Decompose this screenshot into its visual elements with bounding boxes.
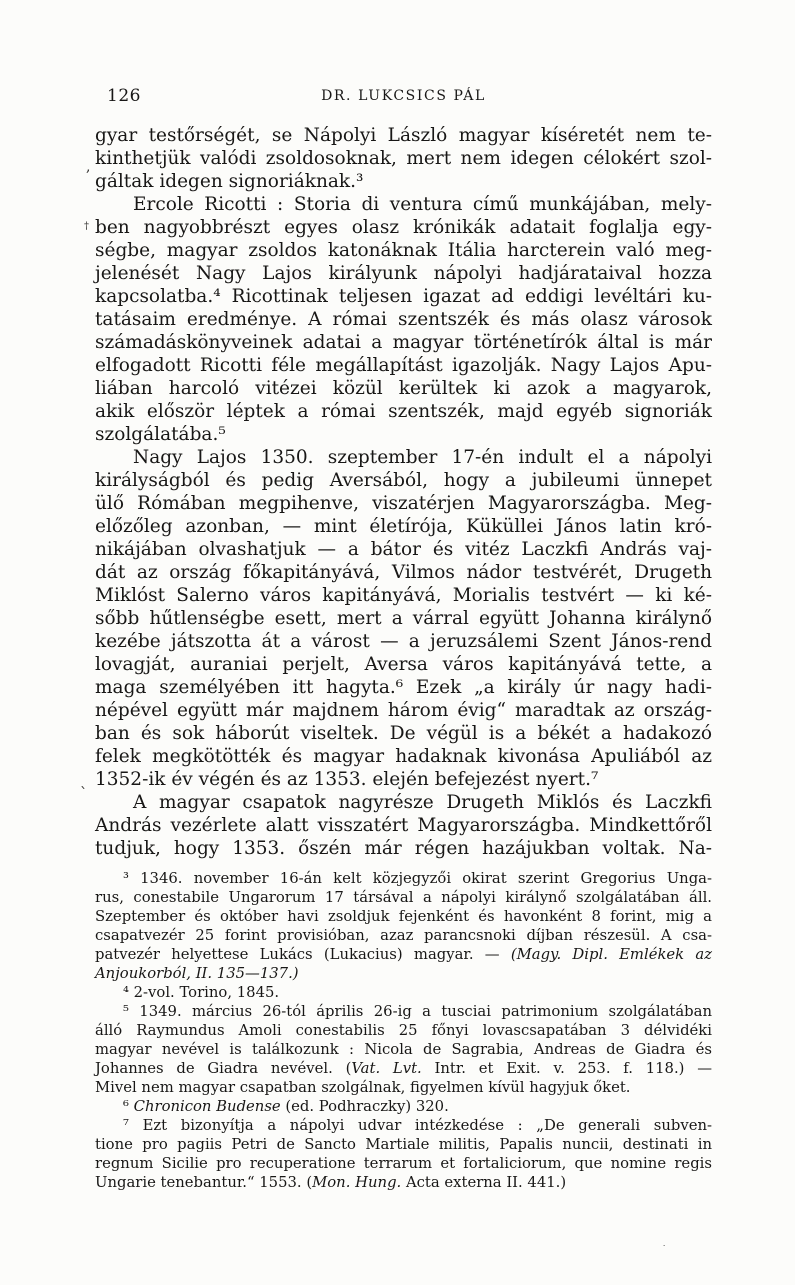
text-line: Anjoukorból, II. 135—137.) bbox=[95, 965, 299, 982]
text-line: lovagját, auraniai perjelt, Aversa város kapitányává tette, a bbox=[95, 654, 712, 675]
text-line: magyar nevével is találkozunk : Nicola de Sagrabia, Andreas de Giadra és bbox=[95, 1041, 712, 1058]
text-line: gyar testőrségét, se Nápolyi László magyar kíséretét nem te- bbox=[95, 125, 712, 146]
text-line: számadáskönyveinek adatai a magyar történetírók által is már bbox=[95, 332, 712, 353]
page-number: 126 bbox=[107, 86, 141, 106]
footnote bbox=[95, 869, 712, 983]
scan-artifact: ` bbox=[80, 784, 88, 802]
scan-artifact: , bbox=[86, 159, 91, 175]
text-line: liában harcoló vitézei közül kerültek ki azok a magyarok, bbox=[95, 378, 712, 399]
text-line: Ercole Ricotti : Storia di ventura című munkájában, mely- bbox=[133, 194, 712, 215]
text-line: előzőleg azonban, — mint életírója, Küküllei János latin kró- bbox=[95, 516, 712, 537]
text-line: királyságból és pedig Aversából, hogy a jubileumi ünnepet bbox=[95, 470, 712, 491]
text-line: ⁴ 2-vol. Torino, 1845. bbox=[123, 984, 280, 1001]
footnote bbox=[95, 1116, 712, 1192]
text-line: ségbe, magyar zsoldos katonáknak Itália harcterein való meg- bbox=[95, 240, 712, 261]
text-line: népével együtt már majdnem három évig“ maradtak az ország- bbox=[95, 700, 712, 721]
text-line: álló Raymundus Amoli conestabilis 25 főnyi lovascsapatában 3 délvidéki bbox=[95, 1022, 712, 1039]
footnote bbox=[95, 1097, 712, 1116]
text-line: kezébe játszotta át a várost — a jeruzsálemi Szent János-rend bbox=[95, 631, 712, 652]
text-line: András vezérlete alatt visszatért Magyarországba. Mindkettőről bbox=[95, 815, 712, 836]
text-line: gáltak idegen signoriáknak.³ bbox=[95, 171, 364, 192]
text-line: tione pro pagiis Petri de Sancto Martiale militis, Papalis nuncii, destinati in bbox=[95, 1136, 712, 1153]
text-line: jelenését Nagy Lajos királyunk nápolyi hadjárataival hozza bbox=[95, 263, 712, 284]
text-line: ⁶ Chronicon Budense (ed. Podhraczky) 320. bbox=[123, 1098, 449, 1115]
text-line: ³ 1346. november 16-án kelt közjegyzői okirat szerint Gregorius Unga- bbox=[123, 870, 712, 887]
text-line: kapcsolatba.⁴ Ricottinak teljesen igazat ad eddigi levéltári ku- bbox=[95, 286, 712, 307]
text-line: nikájában olvashatjuk — a bátor és vitéz Laczkfi András vaj- bbox=[95, 539, 712, 560]
text-line: kinthetjük valódi zsoldosoknak, mert nem idegen célokért szol- bbox=[95, 148, 712, 169]
text-line: Mivel nem magyar csapatban szolgálnak, figyelmen kívül hagyjuk őket. bbox=[95, 1079, 631, 1096]
text-line: ⁵ 1349. március 26-tól április 26-ig a tusciai patrimonium szolgálatában bbox=[123, 1003, 712, 1020]
scan-artifact: · bbox=[663, 1242, 666, 1250]
text-line: patvezér helyettese Lukács (Lukacius) magyar. — (Magy. Dipl. Emlékek az bbox=[95, 946, 712, 963]
text-line: Nagy Lajos 1350. szeptember 17-én indult el a nápolyi bbox=[133, 447, 712, 468]
text-line: Johannes de Giadra nevével. (Vat. Lvt. Intr. et Exit. v. 253. f. 118.) — bbox=[95, 1060, 712, 1077]
text-line: dát az ország főkapitányává, Vilmos nádor testvérét, Drugeth bbox=[95, 562, 712, 583]
paragraph bbox=[95, 193, 712, 446]
footnotes bbox=[95, 869, 712, 1192]
text-line: rus, conestabile Ungarorum 17 társával a nápolyi királynő szolgálatában áll. bbox=[95, 889, 712, 906]
text-line: Szeptember és október havi zsoldjuk fejenként és havonként 8 forint, mig a bbox=[95, 908, 712, 925]
paragraph bbox=[95, 791, 712, 860]
text-line: tudjuk, hogy 1353. őszén már régen hazájukban voltak. Na- bbox=[95, 838, 712, 859]
text-line: Miklóst Salerno város kapitányává, Morialis testvért — ki ké- bbox=[95, 585, 712, 606]
text-line: csapatvezér 25 forint provisióban, azaz parancsnoki díjban részesül. A csa- bbox=[95, 927, 712, 944]
scan-artifact: † bbox=[84, 221, 89, 232]
paragraph bbox=[95, 446, 712, 791]
body-text bbox=[95, 124, 712, 860]
text-line: ⁷ Ezt bizonyítja a nápolyi udvar intézkedése : „De generali subven- bbox=[123, 1117, 712, 1134]
text-line: ban és sok háborút viseltek. De végül is a békét a hadakozó bbox=[95, 723, 712, 744]
footnote bbox=[95, 983, 712, 1002]
text-line: maga személyében itt hagyta.⁶ Ezek „a király úr nagy hadi- bbox=[95, 677, 712, 698]
paragraph bbox=[95, 124, 712, 193]
footnote bbox=[95, 1002, 712, 1097]
text-line: regnum Sicilie pro recuperatione terrarum et fortaliciorum, que nomine regis bbox=[95, 1155, 712, 1172]
text-line: 1352-ik év végén és az 1353. elején befejezést nyert.⁷ bbox=[95, 769, 599, 790]
text-line: felek megkötötték és magyar hadaknak kivonása Apuliából az bbox=[95, 746, 712, 767]
text-line: szolgálatába.⁵ bbox=[95, 424, 226, 445]
text-line: elfogadott Ricotti féle megállapítást igazolják. Nagy Lajos Apu- bbox=[95, 355, 712, 376]
text-line: ülő Rómában megpihenve, viszatérjen Magyarországba. Meg- bbox=[95, 493, 712, 514]
text-line: A magyar csapatok nagyrésze Drugeth Miklós és Laczkfi bbox=[133, 792, 712, 813]
text-line: tatásaim eredménye. A római szentszék és más olasz városok bbox=[95, 309, 712, 330]
text-line: Ungarie tenebantur.“ 1553. (Mon. Hung. Acta externa II. 441.) bbox=[95, 1174, 567, 1191]
text-line: ben nagyobbrészt egyes olasz krónikák adatait foglalja egy- bbox=[95, 217, 712, 238]
running-head bbox=[95, 85, 712, 109]
running-title: DR. LUKCSICS PÁL bbox=[321, 88, 486, 104]
text-line: sőbb hűtlenségbe esett, mert a várral együtt Johanna királynő bbox=[95, 608, 712, 629]
text-line: akik először léptek a római szentszék, majd egyéb signoriák bbox=[95, 401, 712, 422]
